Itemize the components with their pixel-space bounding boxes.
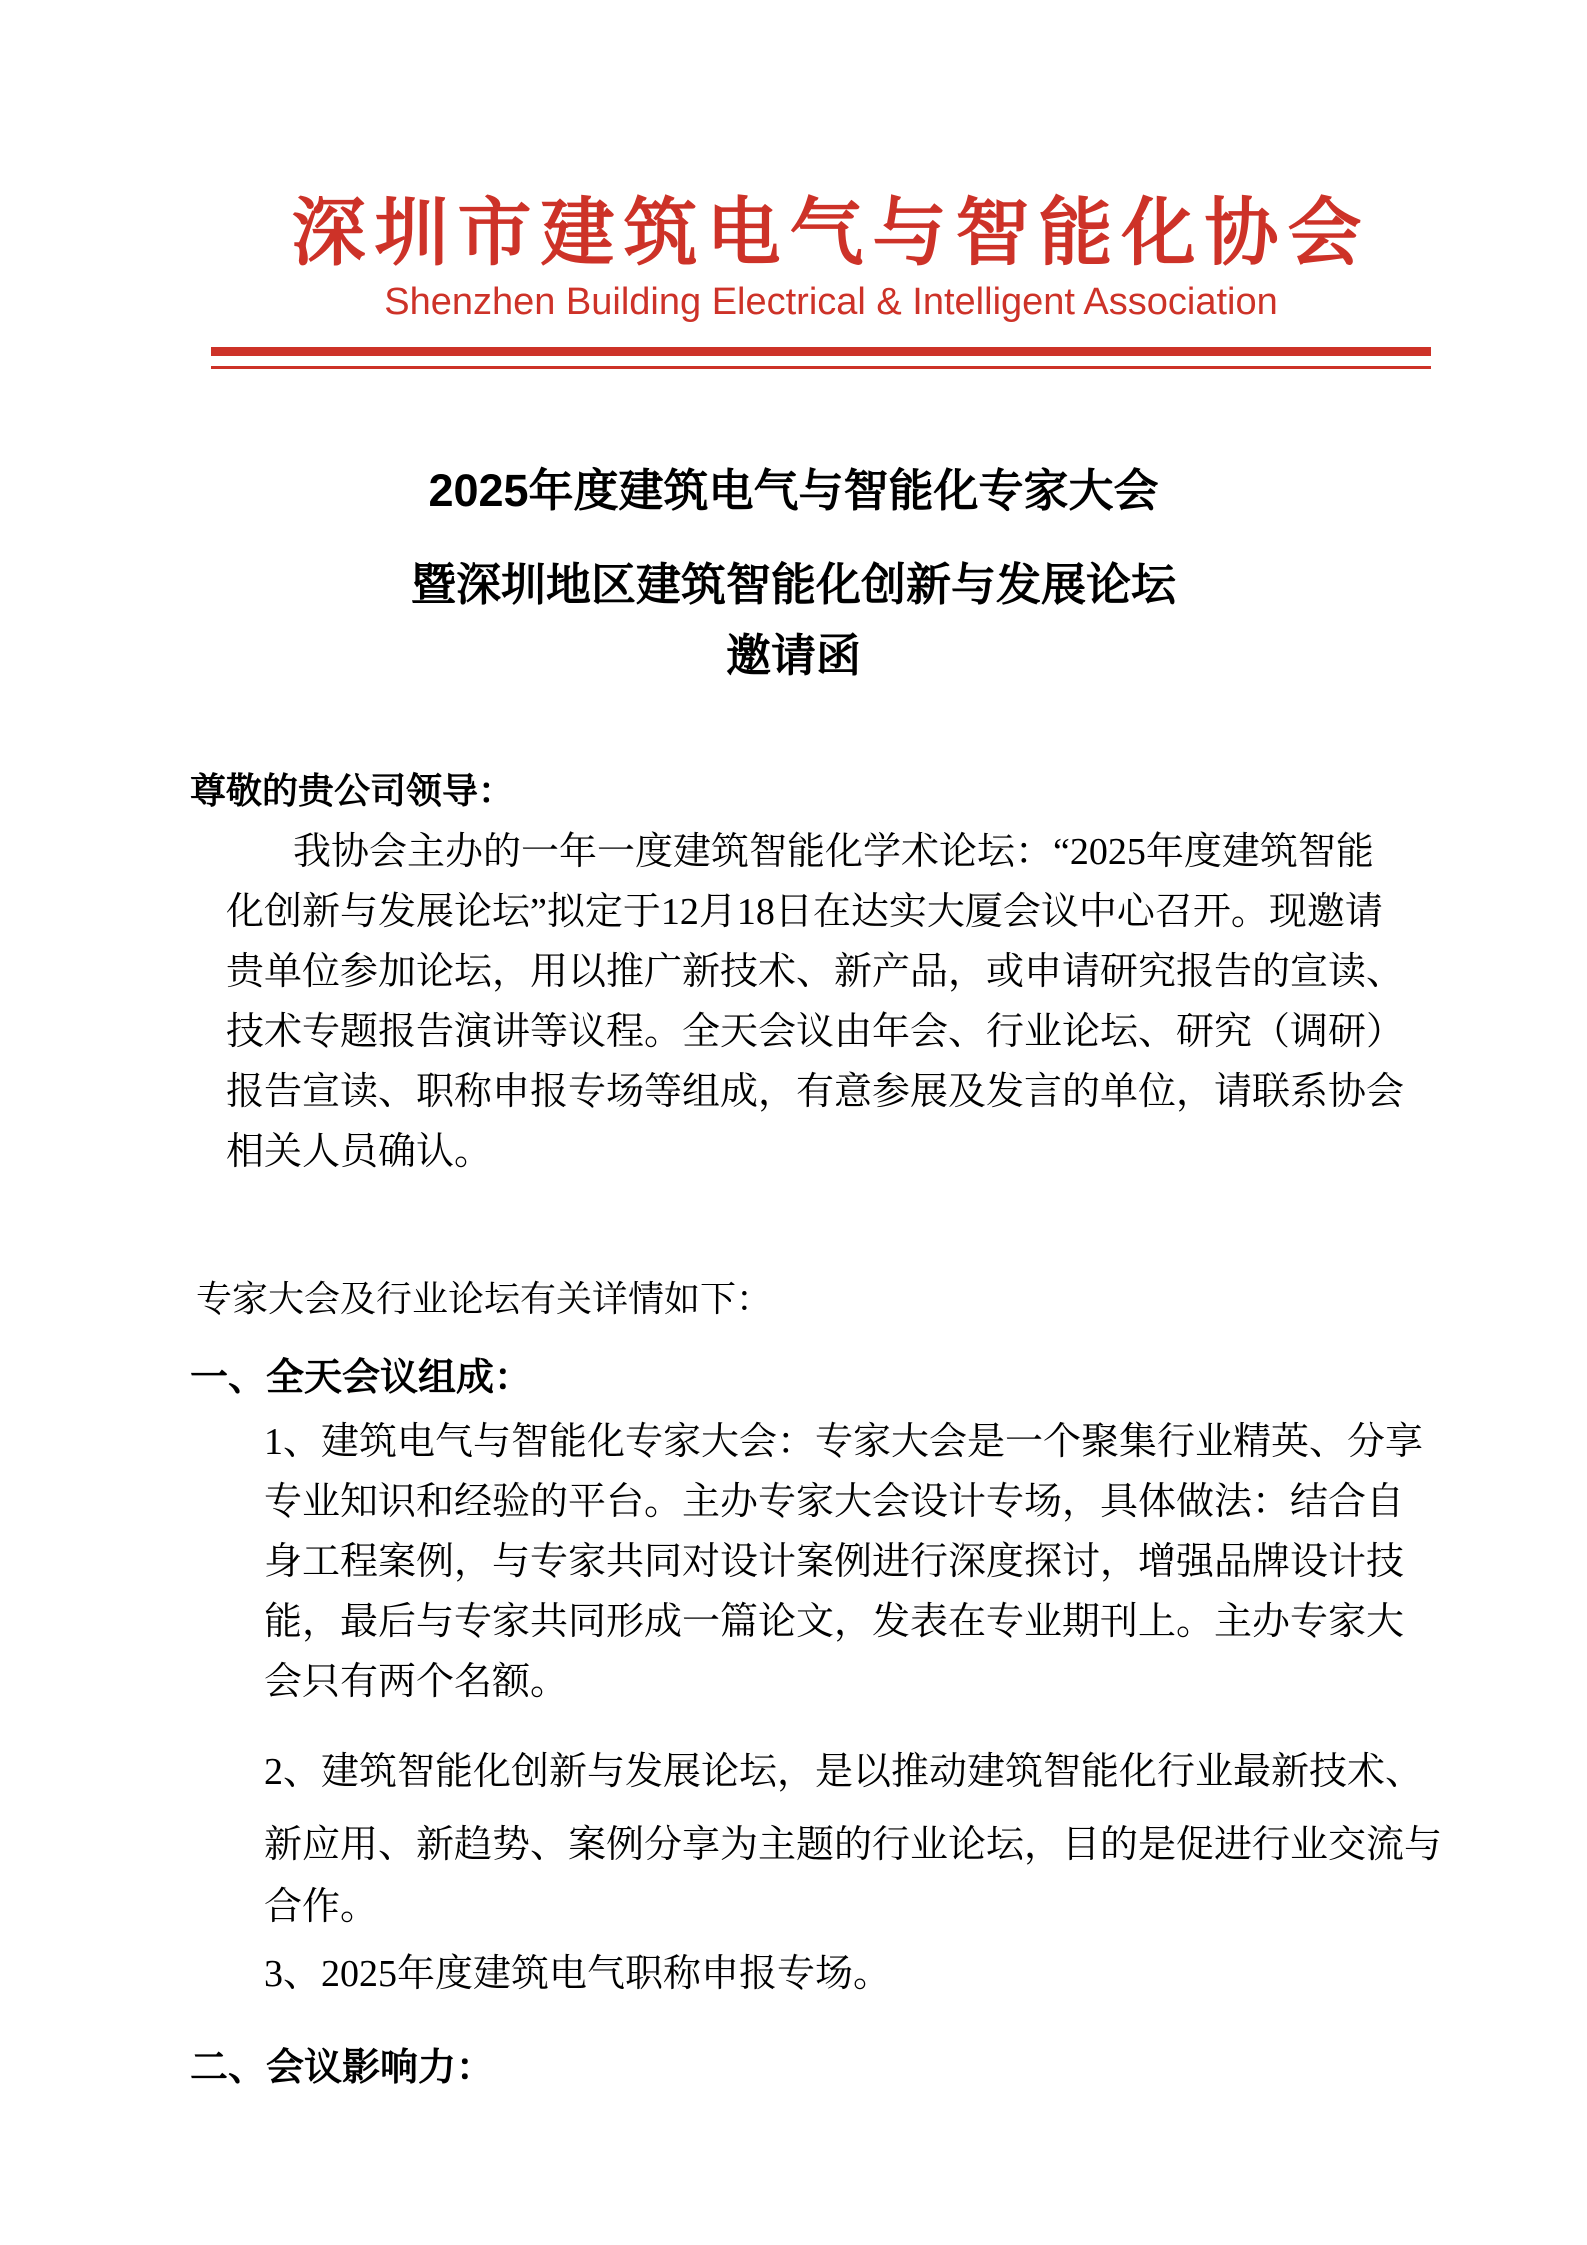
letterhead-divider-thick xyxy=(211,347,1431,356)
salutation: 尊敬的贵公司领导： xyxy=(190,770,515,811)
agenda-item-1-line: 会只有两个名额。 xyxy=(264,1661,569,1703)
section-1-heading: 一、全天会议组成： xyxy=(190,1357,533,1399)
details-lead-in: 专家大会及行业论坛有关详情如下： xyxy=(196,1279,773,1319)
org-name-chinese: 深圳市建筑电气与智能化协会 xyxy=(291,190,1371,276)
org-name-english: Shenzhen Building Electrical & Intelligent Association xyxy=(384,281,1278,323)
agenda-item-1-line: 身工程案例，与专家共同对设计案例进行深度探讨，增强品牌设计技 xyxy=(264,1541,1405,1583)
doc-title-line-1: 2025年度建筑电气与智能化专家大会 xyxy=(428,465,1159,516)
intro-line: 化创新与发展论坛”拟定于12月18日在达实大厦会议中心召开。现邀请 xyxy=(226,891,1383,933)
agenda-item-2-line: 新应用、新趋势、案例分享为主题的行业论坛，目的是促进行业交流与 xyxy=(264,1824,1443,1866)
agenda-item-1-line: 能，最后与专家共同形成一篇论文，发表在专业期刊上。主办专家大 xyxy=(264,1601,1405,1643)
intro-line: 我协会主办的一年一度建筑智能化学术论坛：“2025年度建筑智能 xyxy=(293,831,1374,873)
agenda-item-2-line: 合作。 xyxy=(264,1886,379,1928)
intro-line: 相关人员确认。 xyxy=(226,1131,493,1173)
doc-title-line-3: 邀请函 xyxy=(725,630,861,681)
agenda-item-2-line: 2、建筑智能化创新与发展论坛，是以推动建筑智能化行业最新技术、 xyxy=(264,1751,1424,1793)
agenda-item-3-line: 3、2025年度建筑电气职称申报专场。 xyxy=(264,1953,892,1995)
intro-line: 技术专题报告演讲等议程。全天会议由年会、行业论坛、研究（调研） xyxy=(226,1011,1405,1053)
agenda-item-1-line: 1、建筑电气与智能化专家大会：专家大会是一个聚集行业精英、分享 xyxy=(264,1421,1424,1463)
intro-line: 贵单位参加论坛，用以推广新技术、新产品，或申请研究报告的宣读、 xyxy=(226,951,1405,993)
intro-paragraph xyxy=(226,822,1404,1182)
agenda-item-1 xyxy=(264,1412,1423,1712)
letterhead-divider-thin xyxy=(211,366,1431,369)
section-2-heading: 二、会议影响力： xyxy=(190,2047,495,2089)
intro-line: 报告宣读、职称申报专场等组成，有意参展及发言的单位，请联系协会 xyxy=(226,1071,1405,1113)
agenda-item-1-line: 专业知识和经验的平台。主办专家大会设计专场，具体做法：结合自 xyxy=(264,1481,1405,1523)
doc-title-line-2: 暨深圳地区建筑智能化创新与发展论坛 xyxy=(410,559,1176,610)
